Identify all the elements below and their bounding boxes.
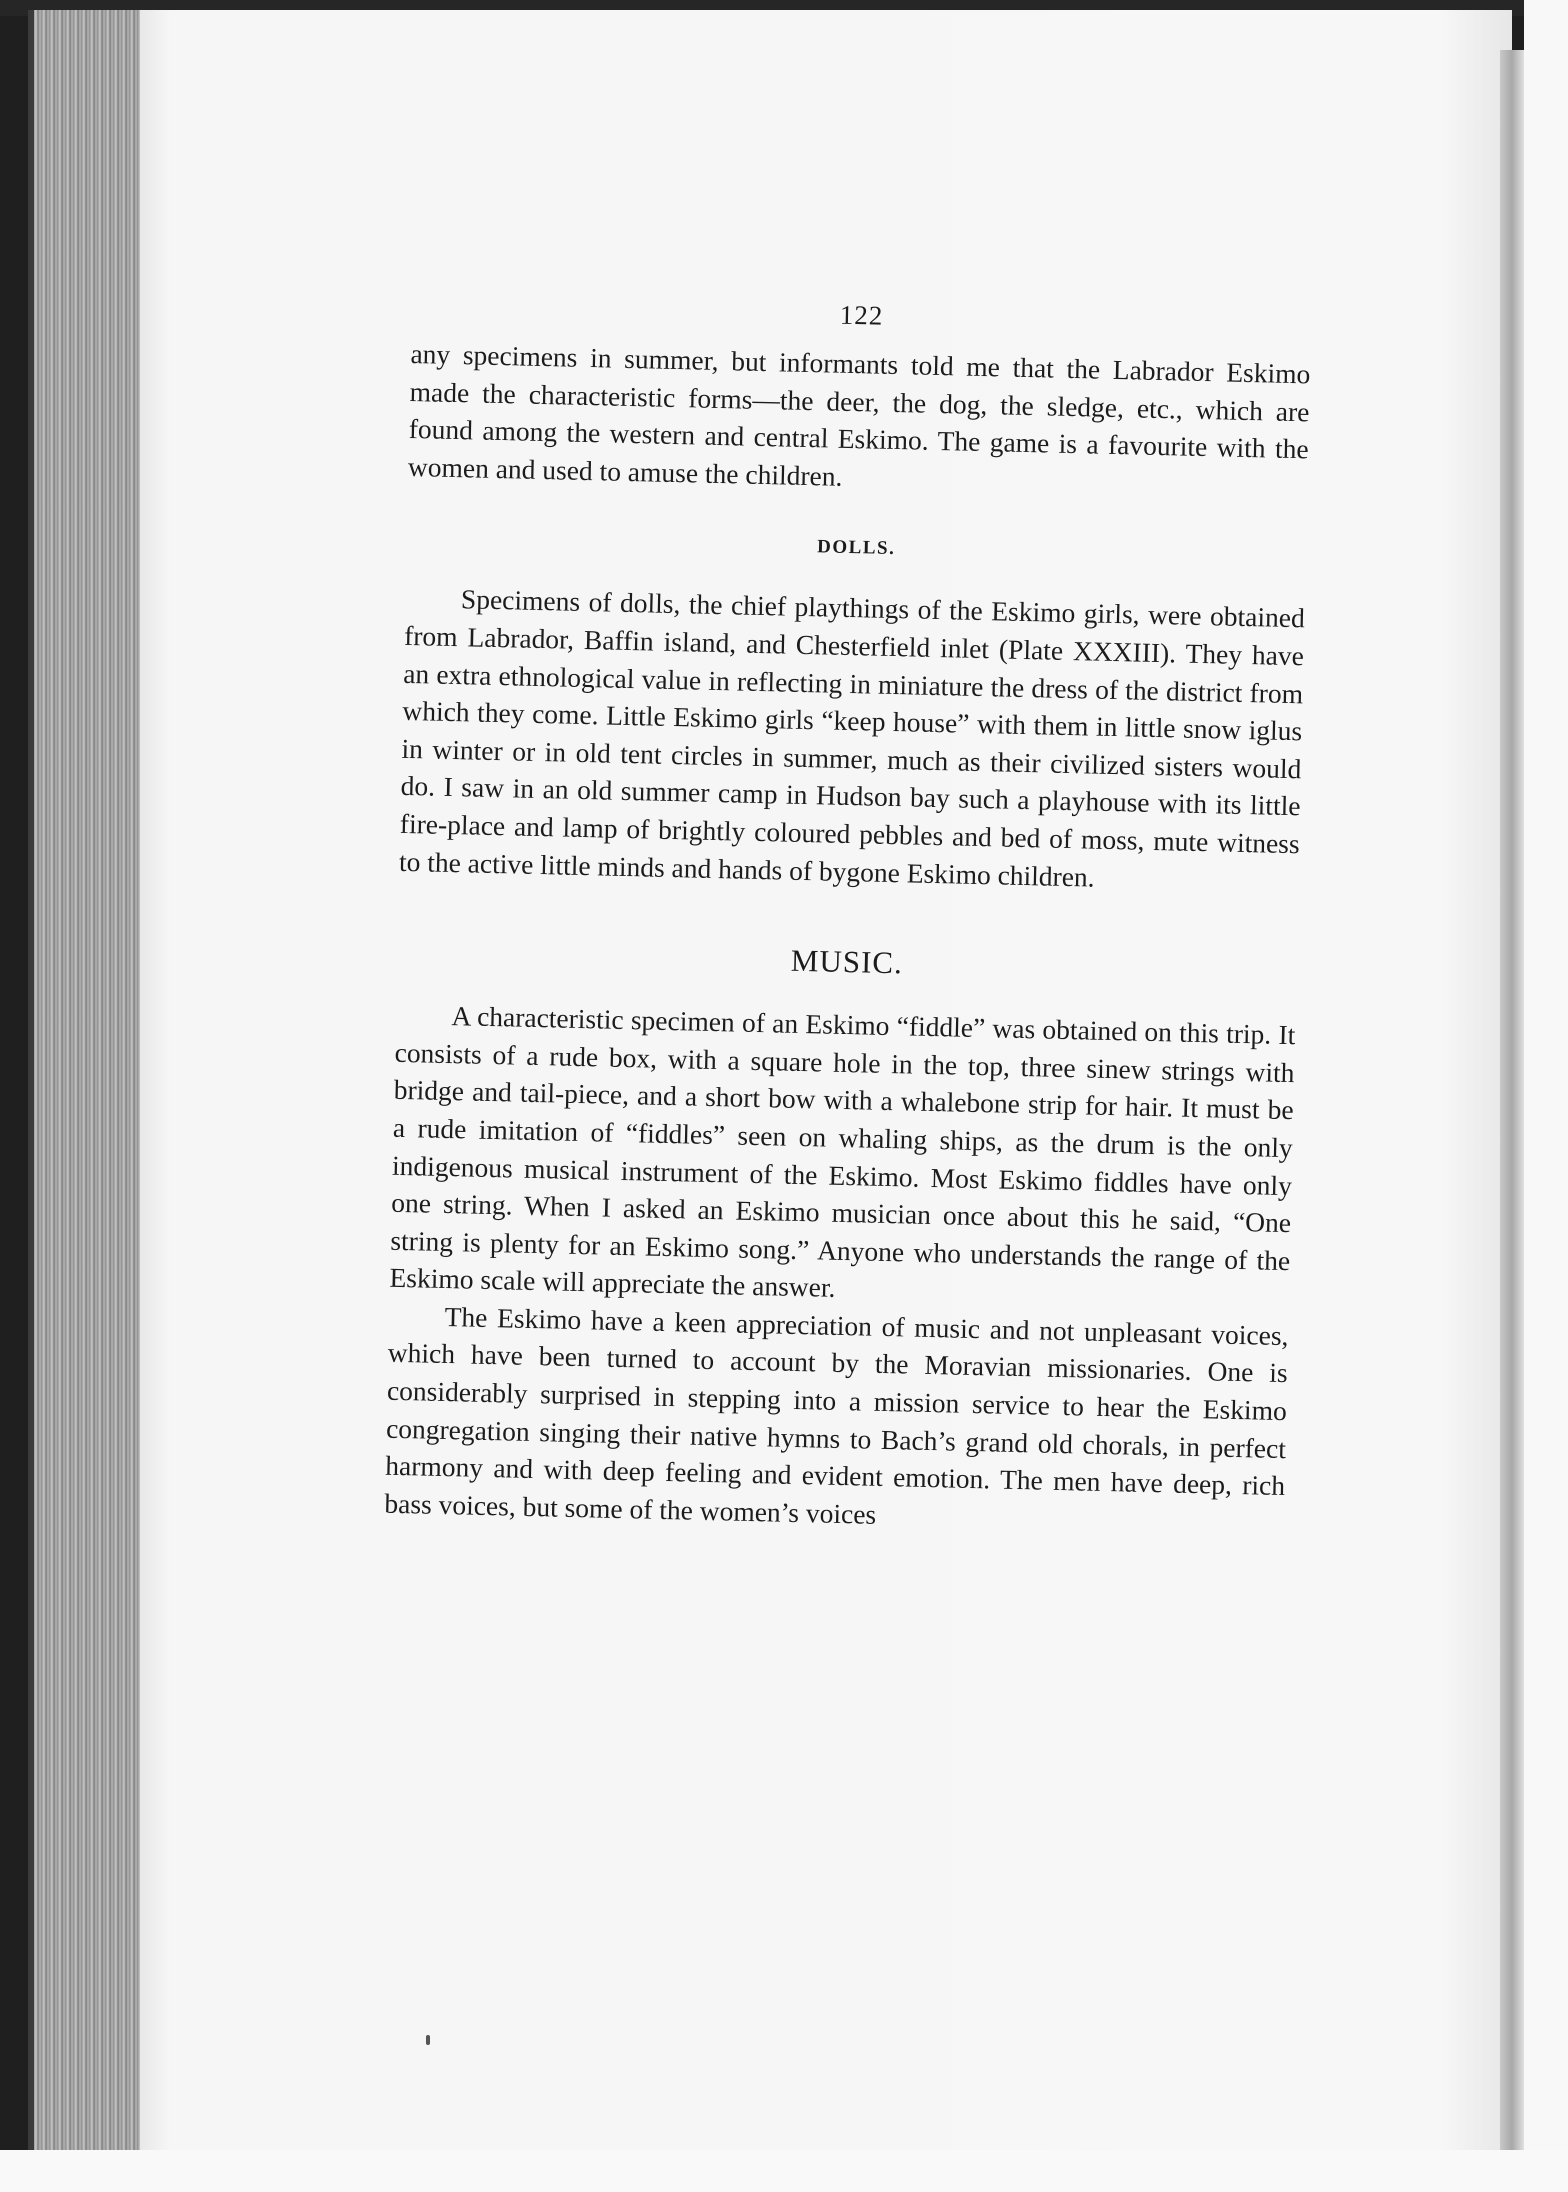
book-page-edges [28,10,152,2150]
music-paragraph-2: The Eskimo have a keen appreciation of music and not unpleasant voices, which have been turned to account by the Moravian missionaries. One is considerably surprised in stepping into a mission service to hear the Eskimo congregation singing their native hymns to Bach’s grand old chorals, in perfect harmony and with deep feeling and evident emotion. The men have deep, rich bass voices, but some of the women’s voices [384,1300,1289,1530]
scan-margin-bottom [0,2150,1568,2192]
dolls-heading: DOLLS. [816,536,896,560]
page-right-edge [1500,50,1524,2160]
stray-ink-mark [426,2035,430,2045]
music-paragraph-1: A characteristic specimen of an Eskimo “fiddle” was obtained on this trip. It consists of a rude box, with a square hole in the top, three sinew strings with bridge and tail-piece, and a short bow with a whalebone strip for hair. It must be a rude imitation of “fiddles” seen on whaling ships, as the drum is the only indigenous musical instrument of the Eskimo. Most Eskimo fiddles have only one string. When I asked an Eskimo musician once about this he said, “One string is plenty for an Eskimo song.” Anyone who understands the range of the Eskimo scale will appreciate the answer. [389,1000,1296,1304]
page-text-block [384,290,1312,1543]
music-heading: MUSIC. [790,942,904,981]
dolls-paragraph: Specimens of dolls, the chief playthings of the Eskimo girls, were obtained from Labrador, Baffin island, and Chesterfield inlet (Plate XXXIII). They have an extra ethnological value in reflecting in miniature the dress of the district from which they come. Little Eskimo girls “keep house” with them in little snow iglus in winter or in old tent circles in summer, much as their civilized sisters would do. I saw in an old summer camp in Hudson bay such a playhouse with its little fire-place and lamp of brightly coloured pebbles and bed of moss, mute witness to the active little minds and hands of bygone Eskimo children. [398,583,1306,893]
scan-margin-right [1524,0,1568,2192]
page-number: 122 [839,299,884,331]
intro-paragraph: any specimens in summer, but informants told me that the Labrador Eskimo made the characteristic forms—the deer, the dog, the sledge, etc., which are found among the western and central Eskimo. The game is a favourite with the women and used to amuse the children. [407,337,1311,492]
